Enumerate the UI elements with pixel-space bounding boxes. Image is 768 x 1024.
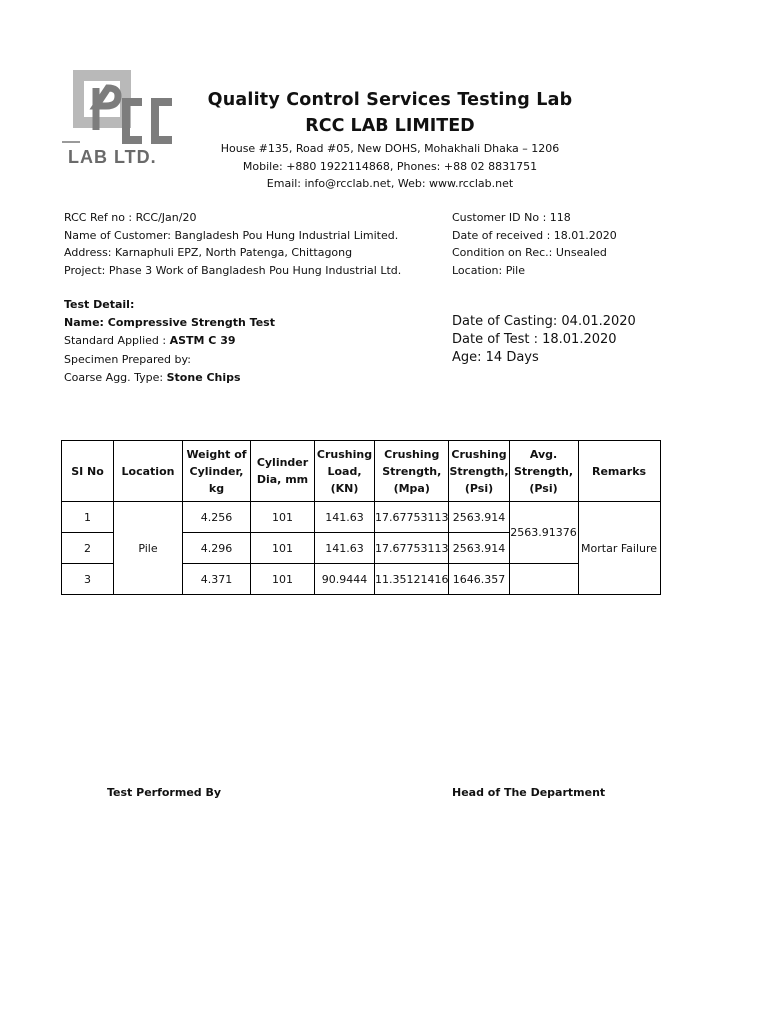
cell-weight: 4.371 bbox=[183, 564, 251, 595]
company-phones: Mobile: +880 1922114868, Phones: +88 02 8831751 bbox=[242, 160, 538, 173]
results-table bbox=[61, 440, 661, 595]
cell-weight: 4.296 bbox=[183, 533, 251, 564]
cell-psi: 2563.914 bbox=[449, 502, 509, 533]
cell-load: 141.63 bbox=[315, 533, 375, 564]
test-dates bbox=[452, 313, 636, 368]
cell-location: Pile bbox=[114, 502, 183, 595]
customer-address: Address: Karnaphuli EPZ, North Patenga, Chittagong bbox=[64, 246, 353, 259]
cell-si: 2 bbox=[62, 533, 114, 564]
standard-value: ASTM C 39 bbox=[169, 334, 236, 348]
cell-weight: 4.256 bbox=[183, 502, 251, 533]
cell-si: 3 bbox=[62, 564, 114, 595]
cell-mpa: 11.35121416 bbox=[375, 564, 449, 595]
logo-text: LAB LTD. bbox=[68, 147, 157, 167]
cell-dia: 101 bbox=[251, 533, 315, 564]
specimen-prepared: Specimen Prepared by: bbox=[64, 352, 191, 366]
company-contact: Email: info@rcclab.net, Web: www.rcclab.net bbox=[266, 177, 514, 190]
col-avg-strength: Avg. Strength, (Psi) bbox=[509, 441, 578, 502]
cell-dia: 101 bbox=[251, 502, 315, 533]
head-of-department: Head of The Department bbox=[452, 786, 606, 799]
table-header-row bbox=[62, 441, 661, 502]
test-name: Name: Compressive Strength Test bbox=[64, 316, 275, 330]
cell-dia: 101 bbox=[251, 564, 315, 595]
col-weight: Weight of Cylinder, kg bbox=[183, 441, 251, 502]
col-strength-mpa: Crushing Strength, (Mpa) bbox=[375, 441, 449, 502]
table-row bbox=[62, 502, 661, 533]
coarse-label: Coarse Agg. Type: bbox=[64, 370, 167, 384]
col-dia: Cylinder Dia, mm bbox=[251, 441, 315, 502]
col-location: Location bbox=[114, 441, 183, 502]
coarse-value: Stone Chips bbox=[166, 370, 241, 384]
cell-load: 90.9444 bbox=[315, 564, 375, 595]
standard-applied bbox=[64, 332, 275, 350]
col-load: Crushing Load, (KN) bbox=[315, 441, 375, 502]
date-of-casting: Date of Casting: 04.01.2020 bbox=[452, 314, 636, 329]
col-remarks: Remarks bbox=[578, 441, 660, 502]
customer-info-right bbox=[452, 209, 617, 279]
cell-psi: 1646.357 bbox=[449, 564, 509, 595]
sample-location: Location: Pile bbox=[452, 263, 525, 277]
condition-on-receipt: Condition on Rec.: Unsealed bbox=[452, 246, 607, 259]
test-detail bbox=[64, 296, 275, 387]
cell-si: 1 bbox=[62, 502, 114, 533]
rcc-ref: RCC Ref no : RCC/Jan/20 bbox=[64, 211, 197, 224]
date-of-test: Date of Test : 18.01.2020 bbox=[452, 332, 617, 348]
customer-info-left bbox=[64, 209, 401, 279]
test-performed-by: Test Performed By bbox=[107, 786, 222, 799]
project-name: Project: Phase 3 Work of Bangladesh Pou Hung Industrial Ltd. bbox=[64, 263, 402, 277]
cell-mpa: 17.67753113 bbox=[375, 502, 449, 533]
customer-name: Name of Customer: Bangladesh Pou Hung Industrial Limited. bbox=[64, 228, 399, 242]
col-si-no: SI No bbox=[62, 441, 114, 502]
cell-mpa: 17.67753113 bbox=[375, 533, 449, 564]
rcc-lab-logo bbox=[60, 68, 180, 168]
specimen-age: Age: 14 Days bbox=[452, 350, 539, 366]
cell-remarks: Mortar Failure bbox=[578, 502, 660, 595]
company-name: RCC LAB LIMITED bbox=[305, 116, 475, 136]
standard-label: Standard Applied : bbox=[64, 334, 170, 348]
col-strength-psi: Crushing Strength, (Psi) bbox=[449, 441, 509, 502]
cell-psi: 2563.914 bbox=[449, 533, 509, 564]
date-received: Date of received : 18.01.2020 bbox=[452, 228, 617, 242]
cell-load: 141.63 bbox=[315, 502, 375, 533]
cell-avg-empty bbox=[509, 564, 578, 595]
test-detail-heading: Test Detail: bbox=[64, 298, 135, 311]
coarse-agg-type bbox=[64, 369, 275, 387]
lab-title: Quality Control Services Testing Lab bbox=[207, 90, 573, 110]
customer-id: Customer ID No : 118 bbox=[452, 211, 571, 224]
company-address: House #135, Road #05, New DOHS, Mohakhali Dhaka – 1206 bbox=[220, 142, 560, 155]
cell-avg-strength: 2563.91376 bbox=[509, 502, 578, 564]
